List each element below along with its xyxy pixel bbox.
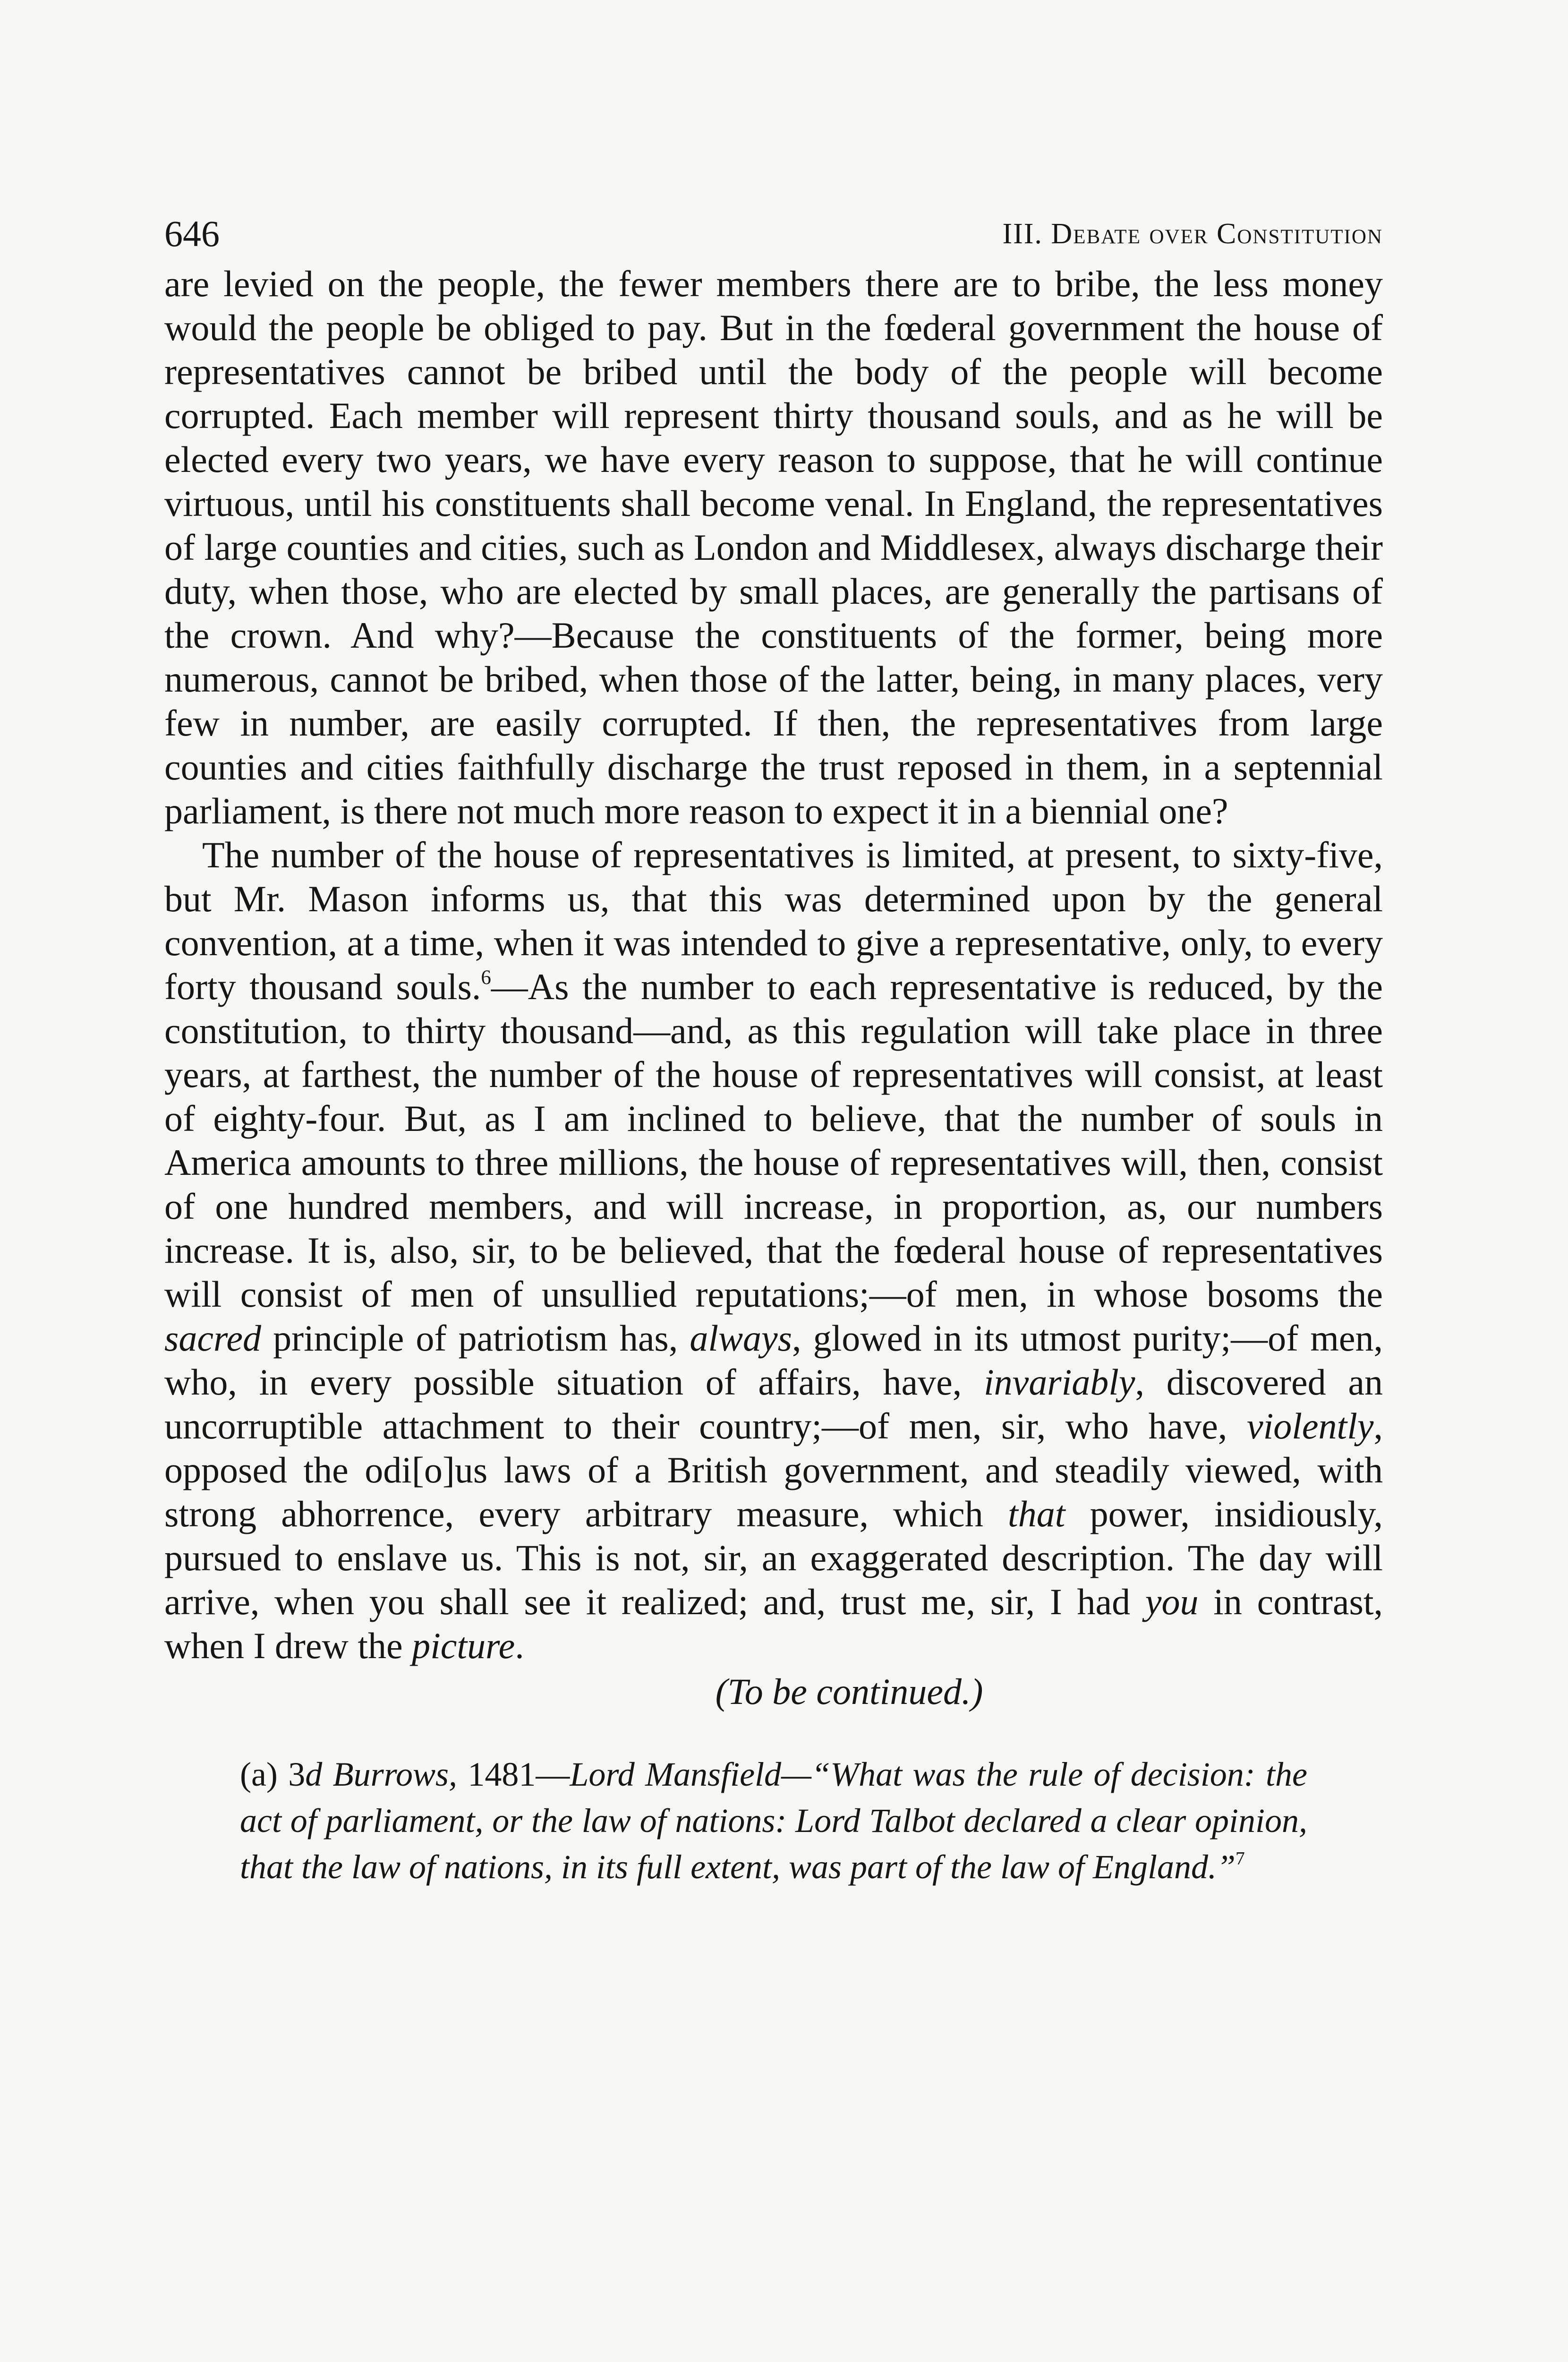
running-head [1002,208,1383,260]
footnote-marker: (a) 3 [240,1755,306,1793]
paragraph-house-numbers: The number of the house of representatives is limited, at present, to sixty-five, but Mr. Mason informs us, that this was determined upon by the general convention, at a time, when it was intended to give a representative, only, to every forty thousand souls.$^6$—As the number to each representative is reduced, by the constitution, to thirty thousand—and, as this regulation will take place in three years, at farthest, the number of the house of representatives will consist, at least of eighty-four. But, as I am inclined to believe, that the number of souls in America amounts to three millions, the house of representatives will, then, consist of one hundred members, and will increase, in proportion, as, our numbers increase. It is, also, sir, to be believed, that the fœderal house of representatives will consist of men of unsullied reputations;—of men, in whose bosoms the sacred principle of patriotism has, always, glowed in its utmost purity;—of men, who, in every possible situation of affairs, have, invariably, discovered an uncorruptible attachment to their country;—of men, sir, who have, violently, opposed the odi[o]us laws of a British government, and steadily viewed, with strong abhorrence, every arbitrary measure, which that power, insidiously, pursued to enslave us. This is not, sir, an exaggerated description. The day will arrive, when you shall see it realized; and, trust me, sir, I had you in contrast, when I drew the picture. [164,834,1383,1666]
paragraph-continuation: are levied on the people, the fewer members there are to bribe, the less money would the people be obliged to pay. But in the fœderal government the house of representatives cannot be bribed until the body of the people will become corrupted. Each member will represent thirty thousand souls, and as he will be elected every two years, we have every reason to suppose, that he will continue virtuous, until his constituents shall become venal. In England, the representatives of large counties and cities, such as London and Middlesex, always discharge their duty, when those, who are elected by small places, are generally the partisans of the crown. And why?—Because the constituents of the former, being more numerous, cannot be bribed, when those of the latter, being, in many places, very few in number, are easily corrupted. If then, the representatives from large counties and cities faithfully discharge the trust reposed in them, in a septennial parliament, is there not much more reason to expect it in a biennial one? [164,263,1383,831]
document-page [164,208,1383,1890]
footnote-ref-6: 6 [481,966,491,989]
to-be-continued-note: (To be continued.) [715,1671,983,1712]
running-head-numeral: III. [1002,218,1043,250]
footnote-number: 1481— [457,1755,570,1793]
page-header [164,208,1383,260]
page-number: 646 [164,213,220,254]
footnote-quote: Lord Mansfield—“What was the rule of decision: the act of parliament, or the law of nations: Lord Talbot declared a clear opinion, that the law of nations, in its full extent, was part of the law of England.” [240,1755,1308,1886]
footnote-a [240,1751,1307,1890]
body-text [164,262,1383,1668]
running-head-title: Debate over Constitution [1051,218,1383,250]
footnote-source: d Burrows, [305,1755,457,1793]
footnote-ref-7: 7 [1236,1848,1245,1869]
